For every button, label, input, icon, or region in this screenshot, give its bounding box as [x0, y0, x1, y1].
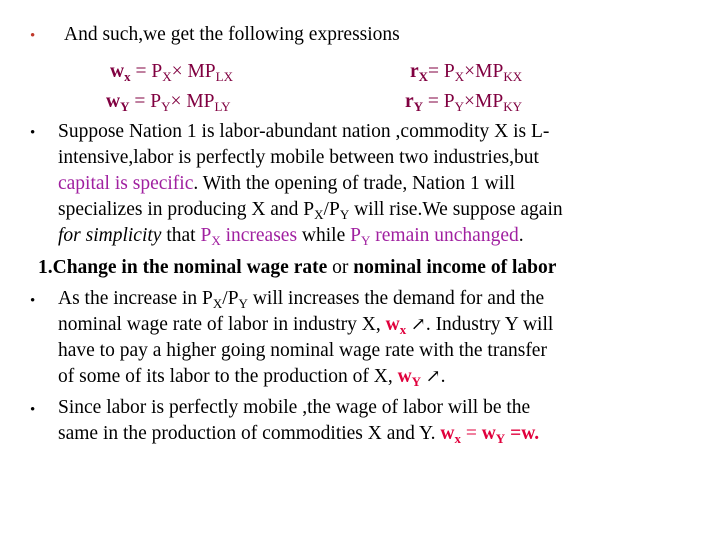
highlight-text: P — [200, 225, 212, 246]
b2-line-5 — [58, 223, 524, 248]
eq-symbol: = P — [428, 61, 455, 82]
subscript: Y — [360, 233, 371, 248]
wage-symbol: = — [505, 423, 522, 444]
wage-symbol: = — [460, 423, 482, 444]
section-heading — [38, 255, 556, 280]
paragraph-text: . — [440, 366, 446, 387]
subscript: x — [454, 431, 461, 446]
subscript: Y — [495, 431, 506, 446]
b3-line-2 — [58, 312, 553, 337]
subscript: Y — [238, 296, 248, 311]
eq-symbol: r — [410, 61, 419, 82]
subscript: x — [399, 322, 407, 337]
wage-symbol: w. — [521, 423, 540, 444]
intro-line: And such,we get the following expressions — [64, 24, 400, 45]
b3-line-1 — [58, 286, 544, 311]
equation-wy — [106, 89, 231, 114]
paragraph-text: As the increase in P — [58, 288, 213, 309]
eq-sub: KY — [503, 99, 522, 114]
bullet-icon: • — [30, 28, 36, 44]
b3-line-3 — [58, 338, 547, 363]
b2-line-2 — [58, 145, 539, 170]
bullet-icon: • — [30, 293, 36, 309]
bullet-icon: • — [30, 402, 36, 418]
eq-symbol: = P — [130, 61, 163, 82]
up-arrow-icon: ↗ — [406, 314, 426, 334]
eq-sub: KX — [503, 69, 523, 84]
paragraph-text: Since labor is perfectly mobile ,the wage of labor will be the — [58, 397, 531, 418]
paragraph-text: will increases the demand for and the — [247, 288, 545, 309]
eq-symbol: = P — [129, 91, 162, 112]
paragraph-text: that — [161, 225, 201, 246]
wage-symbol: w — [481, 423, 496, 444]
paragraph-text: of some of its labor to the production of X, — [58, 366, 398, 387]
wage-symbol: w — [385, 314, 400, 335]
subscript: Y — [411, 374, 422, 389]
eq-symbol: × MP — [170, 91, 215, 112]
intro-text — [64, 22, 400, 47]
subscript: X — [212, 296, 223, 311]
paragraph-text: intensive,labor is perfectly mobile between two industries,but — [58, 147, 539, 168]
b4-line-1 — [58, 395, 530, 420]
paragraph-text: . — [518, 225, 524, 246]
eq-symbol: r — [405, 91, 414, 112]
paragraph-text: same in the production of commodities X and Y. — [58, 423, 441, 444]
eq-symbol: w — [110, 61, 125, 82]
b4-line-2 — [58, 421, 539, 446]
paragraph-text: /P — [222, 288, 239, 309]
highlight-text: remain unchanged — [370, 225, 519, 246]
b2-line-4 — [58, 197, 563, 222]
b2-line-3 — [58, 171, 515, 196]
eq-symbol: w — [106, 91, 121, 112]
eq-sub: LY — [214, 99, 231, 114]
subscript: Y — [339, 207, 350, 222]
eq-symbol: ×MP — [464, 91, 504, 112]
eq-sub: Y — [120, 99, 130, 114]
paragraph-text: while — [297, 225, 351, 246]
eq-sub: X — [454, 69, 465, 84]
subscript: X — [314, 207, 324, 222]
paragraph-text: specializes in producing X and P — [58, 199, 315, 220]
equation-wx — [110, 59, 233, 84]
eq-sub: Y — [161, 99, 171, 114]
highlight-text: capital is specific — [58, 173, 194, 194]
paragraph-text: Suppose Nation 1 is labor-abundant nation ,commodity X is L- — [58, 121, 550, 142]
paragraph-text: /P — [323, 199, 340, 220]
paragraph-text: nominal wage rate of labor in industry X, — [58, 314, 386, 335]
eq-sub: Y — [454, 99, 465, 114]
highlight-text: P — [350, 225, 361, 246]
subscript: X — [211, 233, 221, 248]
heading-text: or — [327, 257, 354, 278]
b3-line-4 — [58, 364, 446, 389]
bullet-icon: • — [30, 125, 36, 141]
eq-sub: LX — [215, 69, 233, 84]
paragraph-text: . With the opening of trade, Nation 1 will — [193, 173, 515, 194]
eq-sub: X — [418, 69, 429, 84]
equation-rx — [410, 59, 522, 84]
wage-symbol: w — [397, 366, 412, 387]
heading-text: 1.Change in the nominal wage rate — [38, 257, 328, 278]
eq-symbol: × MP — [171, 61, 216, 82]
highlight-text: increases — [220, 225, 298, 246]
heading-text: nominal income of labor — [353, 257, 557, 278]
wage-symbol: w — [440, 423, 455, 444]
up-arrow-icon: ↗ — [421, 366, 441, 386]
italic-text: for simplicity — [58, 225, 162, 246]
eq-symbol: = P — [423, 91, 455, 112]
eq-symbol: ×MP — [464, 61, 504, 82]
eq-sub: Y — [413, 99, 424, 114]
paragraph-text: . Industry Y will — [425, 314, 554, 335]
paragraph-text: have to pay a higher going nominal wage rate with the transfer — [58, 340, 547, 361]
paragraph-text: will rise.We suppose again — [349, 199, 563, 220]
eq-sub: X — [162, 69, 172, 84]
equation-ry — [405, 89, 522, 114]
eq-sub: x — [124, 69, 131, 84]
b2-line-1 — [58, 119, 549, 144]
